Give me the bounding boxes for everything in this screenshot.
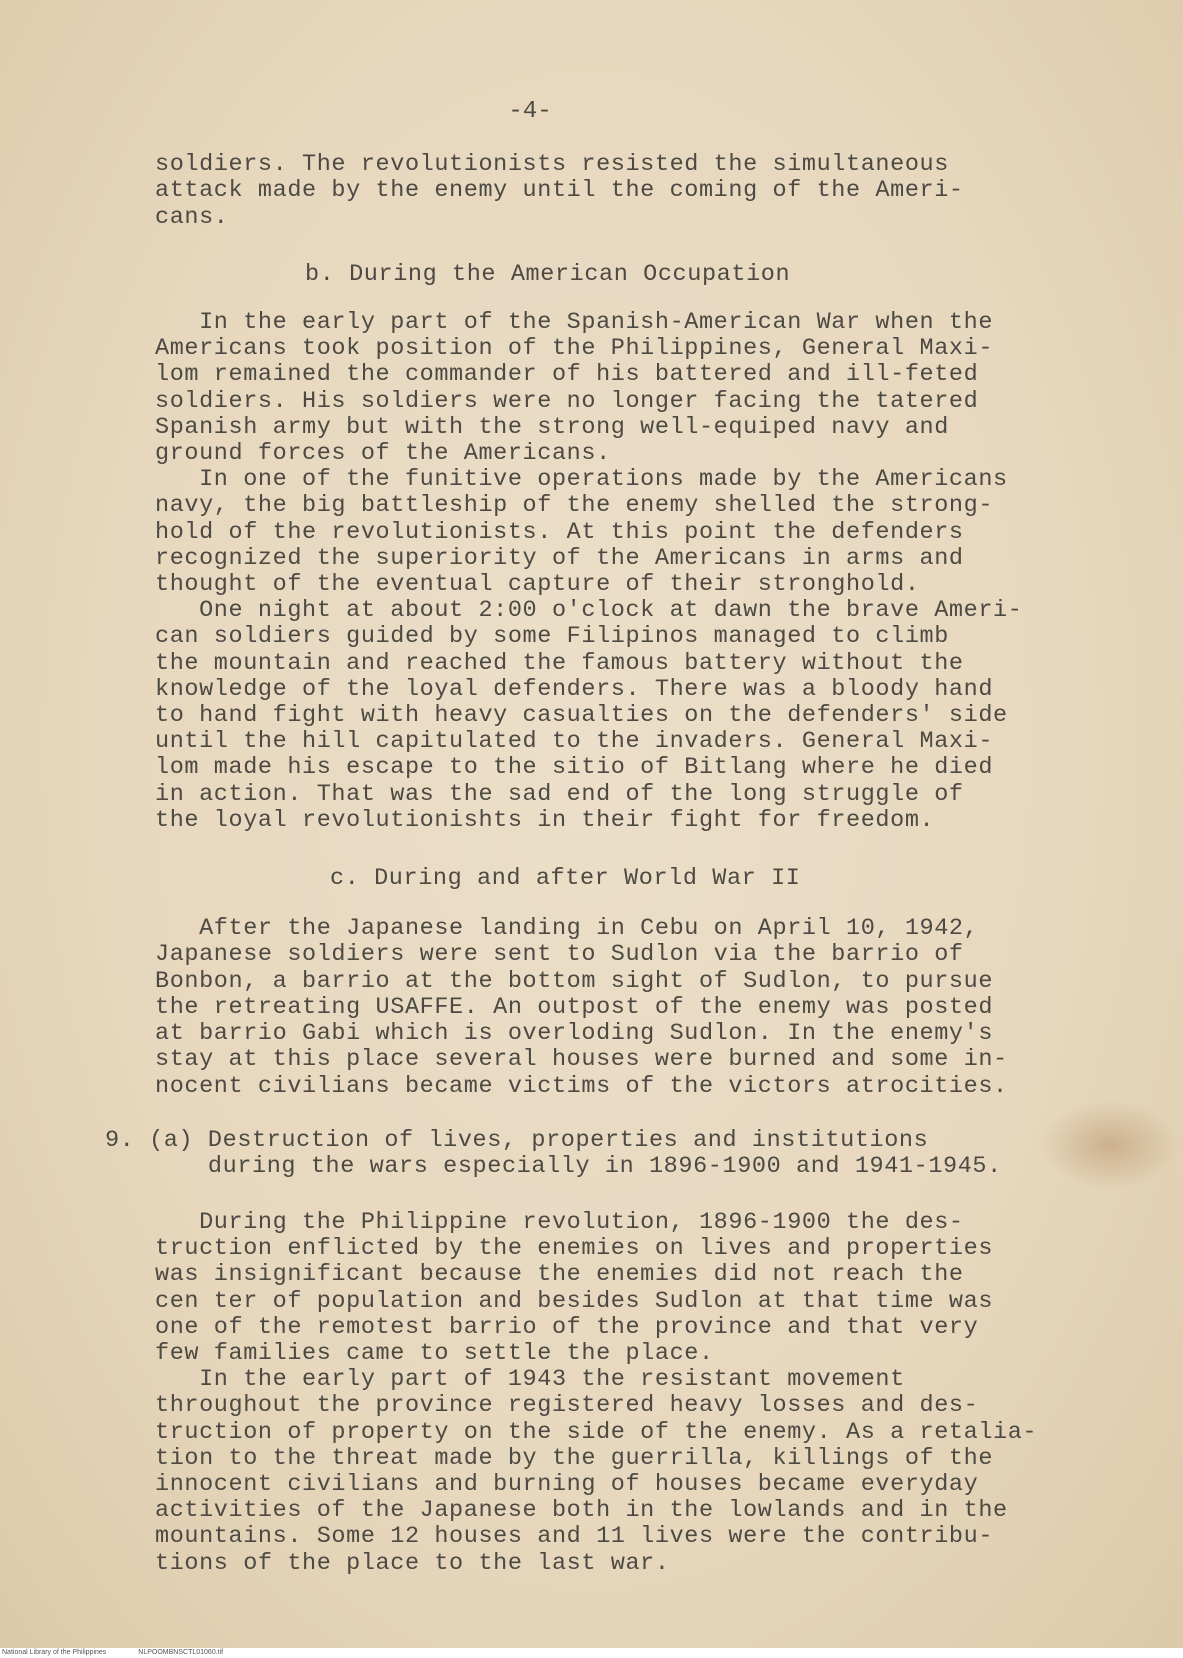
water-stain <box>1040 1100 1180 1190</box>
section-b-body: In the early part of the Spanish-American War when the Americans took position of the Philippines, General Maxi- lom remained the commander of his battered and ill-feted soldiers. His soldiers were no longer facing the tatered Spanish army but with the strong well-equiped navy and ground forces of the Americans. In one of the funitive operations made by the Americans navy, the big battleship of the enemy shelled the strong- hold of the revolutionists. At this point the defenders recognized the superiority of the Americans in arms and thought of the eventual capture of their stronghold. One night at about 2:00 o'clock at dawn the brave Ameri- can soldiers guided by some Filipinos managed to climb the mountain and reached the famous battery without the knowledge of the loyal defenders. There was a bloody hand to hand fight with heavy casualties on the defenders' side until the hill capitulated to the invaders. General Maxi- lom made his escape to the sitio of Bitlang where he died in action. That was the sad end of the long struggle of the loyal revolutionishts in their fight for freedom. <box>155 309 1023 834</box>
section-c-body: After the Japanese landing in Cebu on April 10, 1942, Japanese soldiers were sent to Sudlon via the barrio of Bonbon, a barrio at the bottom sight of Sudlon, to pursue the retreating USAFFE. An outpost of the enemy was posted at barrio Gabi which is overloding Sudlon. In the enemy's stay at this place several houses were burned and some in- nocent civilians became victims of the victors atrocities. <box>155 915 1008 1100</box>
section-c-heading: c. During and after World War II <box>330 865 801 892</box>
footer-file-id: NLPOOMBNSCTL01060.tif <box>138 1649 224 1656</box>
scan-footer <box>0 1648 1183 1658</box>
page-number: -4- <box>508 98 552 125</box>
section-b-heading: b. During the American Occupation <box>305 261 791 288</box>
intro-paragraph: soldiers. The revolutionists resisted the simultaneous attack made by the enemy until the coming of the Ameri- cans. <box>155 151 964 231</box>
footer-library: National Library of the Philippines <box>2 1649 107 1656</box>
item-9-heading: 9. (a) Destruction of lives, properties and institutions during the wars especially in 1896-1900 and 1941-1945. <box>105 1127 1002 1181</box>
item-9-body: During the Philippine revolution, 1896-1900 the des- truction enflicted by the enemies on lives and properties was insignificant because the enemies did not reach the cen ter of population and besides Sudlon at that time was one of the remotest barrio of the province and that very few families came to settle the place. In the early part of 1943 the resistant movement throughout the province registered heavy losses and des- truction of property on the side of the enemy. As a retalia- tion to the threat made by the guerrilla, killings of the innocent civilians and burning of houses became everyday activities of the Japanese both in the lowlands and in the mountains. Some 12 houses and 11 lives were the contribu- tions of the place to the last war. <box>155 1209 1038 1577</box>
